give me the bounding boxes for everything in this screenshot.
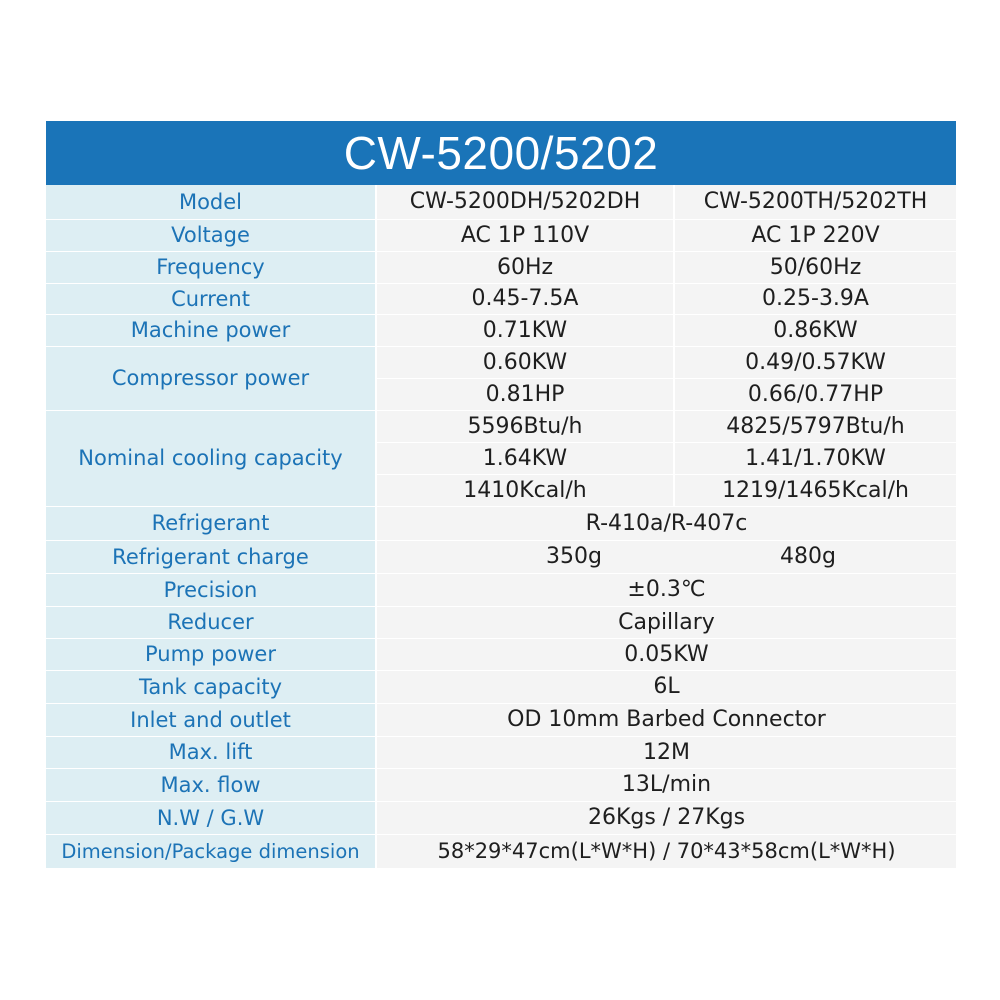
- refrigerant-charge-left-value: 350g: [376, 540, 674, 573]
- model-right-value: CW-5200TH/5202TH: [674, 185, 956, 219]
- max-flow-value: 13L/min: [376, 768, 956, 801]
- row-label-max-flow: Max. flow: [46, 768, 376, 801]
- table-row: [46, 314, 956, 346]
- frequency-right-value: 50/60Hz: [674, 251, 956, 283]
- compressor-power-left-hp: 0.81HP: [376, 378, 674, 410]
- compressor-power-right-kw: 0.49/0.57KW: [674, 346, 956, 378]
- dimension-value: 58*29*47cm(L*W*H) / 70*43*58cm(L*W*H): [376, 834, 956, 868]
- row-label-voltage: Voltage: [46, 219, 376, 251]
- table-row: [46, 346, 956, 378]
- cooling-capacity-left-kw: 1.64KW: [376, 442, 674, 474]
- table-row: [46, 410, 956, 442]
- reducer-value: Capillary: [376, 606, 956, 638]
- table-row: [46, 670, 956, 703]
- table-row: [46, 185, 956, 219]
- table-row: [46, 573, 956, 606]
- inlet-outlet-value: OD 10mm Barbed Connector: [376, 703, 956, 736]
- table-row: [46, 736, 956, 768]
- frequency-left-value: 60Hz: [376, 251, 674, 283]
- precision-value: ±0.3℃: [376, 573, 956, 606]
- cooling-capacity-right-kw: 1.41/1.70KW: [674, 442, 956, 474]
- table-row: [46, 219, 956, 251]
- refrigerant-value: R-410a/R-407c: [376, 506, 956, 540]
- table-row: [46, 506, 956, 540]
- row-label-precision: Precision: [46, 573, 376, 606]
- refrigerant-charge-right-value: 480g: [674, 540, 956, 573]
- table-row: [46, 251, 956, 283]
- table-row: [46, 801, 956, 834]
- current-left-value: 0.45-7.5A: [376, 283, 674, 314]
- row-label-dimension: Dimension/Package dimension: [46, 834, 376, 868]
- compressor-power-left-kw: 0.60KW: [376, 346, 674, 378]
- row-label-frequency: Frequency: [46, 251, 376, 283]
- spec-sheet: [46, 121, 956, 869]
- pump-power-value: 0.05KW: [376, 638, 956, 670]
- row-label-pump-power: Pump power: [46, 638, 376, 670]
- row-label-weight: N.W / G.W: [46, 801, 376, 834]
- max-lift-value: 12M: [376, 736, 956, 768]
- machine-power-right-value: 0.86KW: [674, 314, 956, 346]
- table-row: [46, 540, 956, 573]
- machine-power-left-value: 0.71KW: [376, 314, 674, 346]
- cooling-capacity-left-btu: 5596Btu/h: [376, 410, 674, 442]
- spec-table: [46, 185, 956, 869]
- row-label-inlet-outlet: Inlet and outlet: [46, 703, 376, 736]
- product-title: CW-5200/5202: [46, 121, 956, 185]
- row-label-reducer: Reducer: [46, 606, 376, 638]
- cooling-capacity-right-kcal: 1219/1465Kcal/h: [674, 474, 956, 506]
- table-row: [46, 283, 956, 314]
- tank-capacity-value: 6L: [376, 670, 956, 703]
- row-label-max-lift: Max. lift: [46, 736, 376, 768]
- table-row: [46, 768, 956, 801]
- row-label-model: Model: [46, 185, 376, 219]
- row-label-tank-capacity: Tank capacity: [46, 670, 376, 703]
- compressor-power-right-hp: 0.66/0.77HP: [674, 378, 956, 410]
- cooling-capacity-left-kcal: 1410Kcal/h: [376, 474, 674, 506]
- row-label-machine-power: Machine power: [46, 314, 376, 346]
- current-right-value: 0.25-3.9A: [674, 283, 956, 314]
- row-label-cooling-capacity: Nominal cooling capacity: [46, 410, 376, 506]
- table-row: [46, 638, 956, 670]
- model-left-value: CW-5200DH/5202DH: [376, 185, 674, 219]
- row-label-refrigerant-charge: Refrigerant charge: [46, 540, 376, 573]
- table-row: [46, 606, 956, 638]
- row-label-current: Current: [46, 283, 376, 314]
- table-row: [46, 703, 956, 736]
- weight-value: 26Kgs / 27Kgs: [376, 801, 956, 834]
- voltage-right-value: AC 1P 220V: [674, 219, 956, 251]
- cooling-capacity-right-btu: 4825/5797Btu/h: [674, 410, 956, 442]
- table-row: [46, 834, 956, 868]
- voltage-left-value: AC 1P 110V: [376, 219, 674, 251]
- row-label-refrigerant: Refrigerant: [46, 506, 376, 540]
- row-label-compressor-power: Compressor power: [46, 346, 376, 410]
